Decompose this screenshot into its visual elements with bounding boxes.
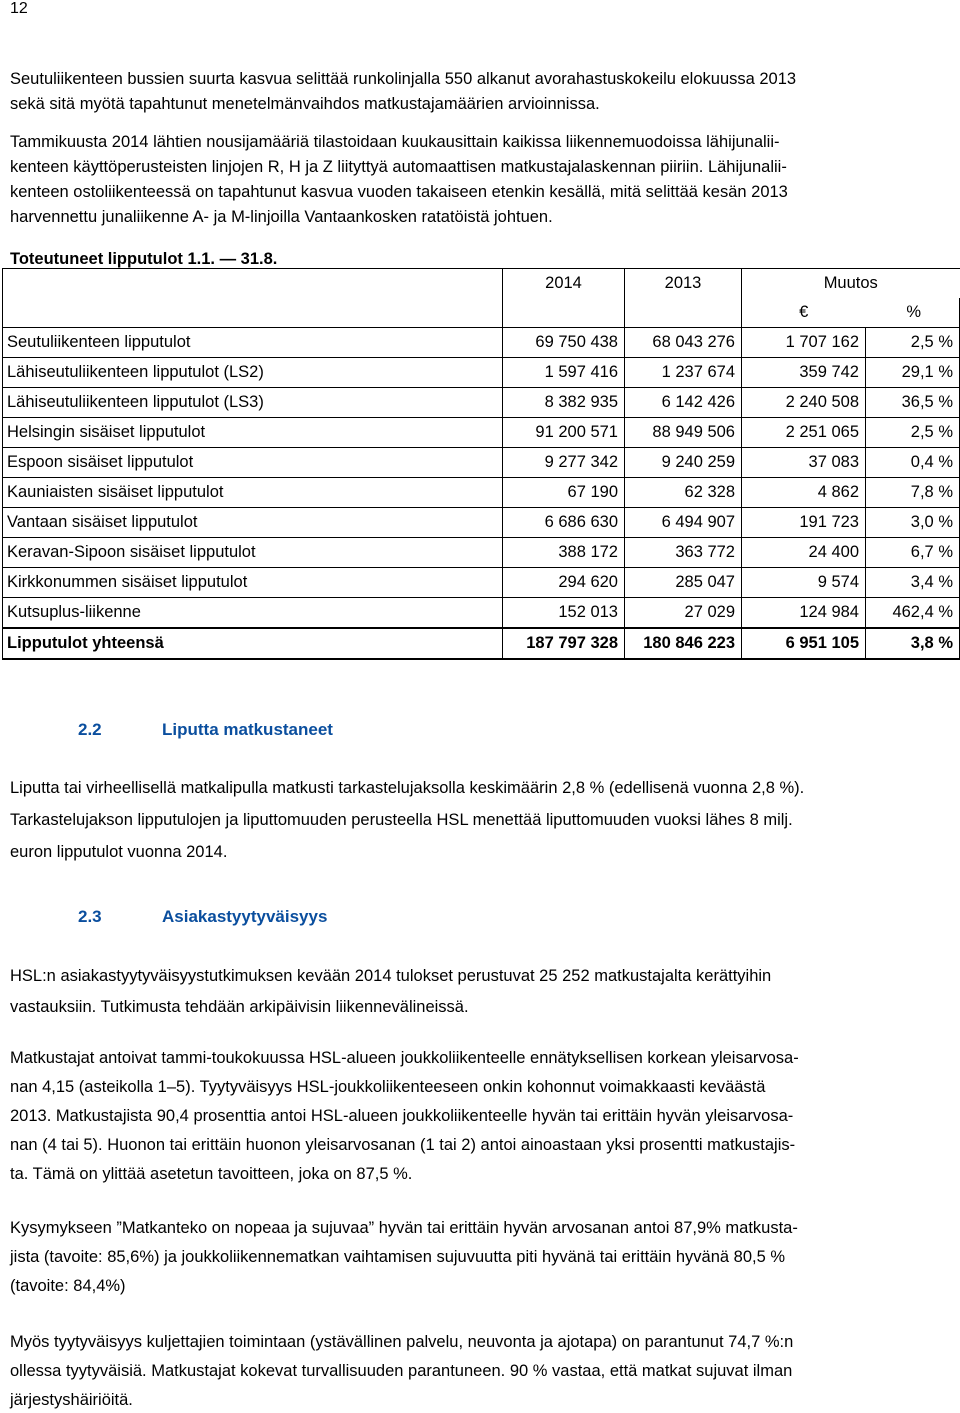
- table-row: [3, 478, 960, 508]
- cell-v2014: 8 382 935: [503, 388, 625, 418]
- cell-label: Vantaan sisäiset lipputulot: [3, 508, 503, 538]
- table-row: [3, 328, 960, 358]
- section-number: 2.3: [78, 907, 102, 926]
- cell-v2014: 6 686 630: [503, 508, 625, 538]
- text-line: vastauksiin. Tutkimusta tehdään arkipäivisin liikennevälineissä.: [10, 998, 469, 1016]
- cell-v2013: 1 237 674: [625, 358, 742, 388]
- table-total-row: [3, 628, 960, 659]
- text-line: järjestyshäiriöitä.: [10, 1391, 133, 1409]
- table-row: [3, 508, 960, 538]
- header-percent: %: [866, 298, 960, 328]
- section-2-3-paragraph-3: [10, 1216, 950, 1299]
- header-change-label: Muutos: [823, 274, 878, 292]
- cell-pct: 462,4 %: [866, 598, 960, 629]
- text-line: sekä sitä myötä tapahtunut menetelmänvaihdos matkustajamäärien arvioinnissa.: [10, 95, 600, 113]
- section-number: 2.2: [78, 720, 102, 739]
- cell-diff: 191 723: [742, 508, 866, 538]
- text-line: ollessa tyytyväisiä. Matkustajat kokevat turvallisuuden parantuneen. 90 % vastaa, että matkat sujuvat ilman: [10, 1362, 793, 1380]
- total-pct: 3,8 %: [866, 628, 960, 659]
- cell-label: Lähiseutuliikenteen lipputulot (LS2): [3, 358, 503, 388]
- text-line: Tammikuusta 2014 lähtien nousijamääriä tilastoidaan kuukausittain kaikissa liikennemuodoissa lähijunalii-: [10, 133, 780, 151]
- section-heading-2-3: [78, 907, 327, 927]
- cell-pct: 36,5 %: [866, 388, 960, 418]
- total-label: Lipputulot yhteensä: [3, 628, 503, 659]
- text-line: HSL:n asiakastyytyväisyystutkimuksen kevään 2014 tulokset perustuvat 25 252 matkustajalta kerättyihin: [10, 967, 772, 985]
- cell-pct: 3,0 %: [866, 508, 960, 538]
- text-line: (tavoite: 84,4%): [10, 1277, 126, 1295]
- intro-paragraph-1: [10, 67, 950, 117]
- cell-v2014: 67 190: [503, 478, 625, 508]
- cell-label: Kutsuplus-liikenne: [3, 598, 503, 629]
- cell-v2013: 88 949 506: [625, 418, 742, 448]
- header-empty-cell: [503, 298, 625, 328]
- text-line: Matkustajat antoivat tammi-toukokuussa HSL-alueen joukkoliikenteelle ennätyksellisen korkean yleisarvosa-: [10, 1049, 799, 1067]
- section-title: Liputta matkustaneet: [162, 720, 333, 739]
- text-line: kenteen käyttöperusteisten linjojen R, H ja Z liityttyä automaattisen matkustajalaskennan piiriin. Lähijunalii-: [10, 158, 787, 176]
- table-row: [3, 568, 960, 598]
- text-line: Liputta tai virheellisellä matkalipulla matkusti tarkastelujaksolla keskimäärin 2,8 % (edellisenä vuonna 2,8 %).: [10, 779, 805, 797]
- total-2014: 187 797 328: [503, 628, 625, 659]
- cell-v2014: 91 200 571: [503, 418, 625, 448]
- total-2013: 180 846 223: [625, 628, 742, 659]
- header-euro: €: [742, 298, 866, 328]
- cell-diff: 24 400: [742, 538, 866, 568]
- header-change: [742, 269, 960, 299]
- table-header-row: [3, 269, 960, 299]
- header-2013: 2013: [625, 269, 742, 299]
- cell-diff: 4 862: [742, 478, 866, 508]
- cell-v2013: 27 029: [625, 598, 742, 629]
- section-2-3-paragraph-2: [10, 1046, 950, 1187]
- text-line: Tarkastelujakson lipputulojen ja liputtomuuden perusteella HSL menettää liputtomuuden vuoksi lähes 8 milj.: [10, 811, 793, 829]
- text-line: kenteen ostoliikenteessä on tapahtunut kasvua vuoden takaiseen etenkin kesällä, mitä selittää kesän 2013: [10, 183, 788, 201]
- cell-label: Espoon sisäiset lipputulot: [3, 448, 503, 478]
- text-line: Kysymykseen ”Matkanteko on nopeaa ja sujuvaa” hyvän tai erittäin hyvän arvosanan antoi 87,9% matkusta-: [10, 1219, 798, 1237]
- table-title: Toteutuneet lipputulot 1.1. — 31.8.: [10, 250, 278, 268]
- text-line: Myös tyytyväisyys kuljettajien toimintaan (ystävällinen palvelu, neuvonta ja ajotapa) on parantunut 74,7 %:n: [10, 1333, 794, 1351]
- section-title: Asiakastyytyväisyys: [162, 907, 328, 926]
- cell-label: Helsingin sisäiset lipputulot: [3, 418, 503, 448]
- cell-label: Kirkkonummen sisäiset lipputulot: [3, 568, 503, 598]
- cell-label: Kauniaisten sisäiset lipputulot: [3, 478, 503, 508]
- section-2-3-paragraph-1: [10, 964, 950, 1020]
- page-number: 12: [10, 0, 28, 17]
- text-line: Seutuliikenteen bussien suurta kasvua selittää runkolinjalla 550 alkanut avorahastuskokeilu elokuussa 2013: [10, 70, 797, 88]
- cell-label: Keravan-Sipoon sisäiset lipputulot: [3, 538, 503, 568]
- cell-diff: 9 574: [742, 568, 866, 598]
- intro-paragraph-2: [10, 130, 950, 230]
- table-subheader-row: [3, 298, 960, 328]
- text-line: nan (4 tai 5). Huonon tai erittäin huonon yleisarvosanan (1 tai 2) antoi ainoastaan yksi prosentti matkustajis-: [10, 1136, 796, 1154]
- text-line: harvennettu junaliikenne A- ja M-linjoilla Vantaankosken ratatöistä johtuen.: [10, 208, 553, 226]
- section-2-2-paragraph: [10, 776, 950, 865]
- cell-pct: 3,4 %: [866, 568, 960, 598]
- cell-diff: 2 240 508: [742, 388, 866, 418]
- cell-v2013: 285 047: [625, 568, 742, 598]
- cell-v2013: 68 043 276: [625, 328, 742, 358]
- ticket-revenue-table: [2, 268, 960, 660]
- table-row: [3, 538, 960, 568]
- text-line: 2013. Matkustajista 90,4 prosenttia antoi HSL-alueen joukkoliikenteelle hyvän tai erittäin hyvän yleisarvosa-: [10, 1107, 794, 1125]
- cell-v2014: 69 750 438: [503, 328, 625, 358]
- cell-pct: 0,4 %: [866, 448, 960, 478]
- cell-v2013: 363 772: [625, 538, 742, 568]
- table-row: [3, 598, 960, 629]
- cell-v2013: 9 240 259: [625, 448, 742, 478]
- cell-pct: 2,5 %: [866, 328, 960, 358]
- table-row: [3, 388, 960, 418]
- cell-v2014: 1 597 416: [503, 358, 625, 388]
- header-empty-cell: [625, 298, 742, 328]
- text-line: nan 4,15 (asteikolla 1–5). Tyytyväisyys HSL-joukkoliikenteeseen onkin kohonnut voimakkaasti keväästä: [10, 1078, 766, 1096]
- cell-diff: 359 742: [742, 358, 866, 388]
- cell-diff: 37 083: [742, 448, 866, 478]
- cell-pct: 2,5 %: [866, 418, 960, 448]
- cell-pct: 7,8 %: [866, 478, 960, 508]
- cell-label: Seutuliikenteen lipputulot: [3, 328, 503, 358]
- cell-label: Lähiseutuliikenteen lipputulot (LS3): [3, 388, 503, 418]
- header-2014: 2014: [503, 269, 625, 299]
- cell-v2014: 294 620: [503, 568, 625, 598]
- cell-v2013: 62 328: [625, 478, 742, 508]
- cell-diff: 1 707 162: [742, 328, 866, 358]
- text-line: ta. Tämä on ylittää asetetun tavoitteen, joka on 87,5 %.: [10, 1165, 413, 1183]
- section-2-3-paragraph-4: [10, 1330, 950, 1413]
- table-row: [3, 448, 960, 478]
- total-diff: 6 951 105: [742, 628, 866, 659]
- table-row: [3, 418, 960, 448]
- cell-v2013: 6 494 907: [625, 508, 742, 538]
- cell-v2013: 6 142 426: [625, 388, 742, 418]
- cell-v2014: 152 013: [503, 598, 625, 629]
- text-line: euron lipputulot vuonna 2014.: [10, 843, 228, 861]
- table-row: [3, 358, 960, 388]
- section-heading-2-2: [78, 720, 333, 740]
- cell-v2014: 9 277 342: [503, 448, 625, 478]
- header-empty-cell: [3, 298, 503, 328]
- cell-diff: 2 251 065: [742, 418, 866, 448]
- cell-v2014: 388 172: [503, 538, 625, 568]
- cell-diff: 124 984: [742, 598, 866, 629]
- cell-pct: 29,1 %: [866, 358, 960, 388]
- cell-pct: 6,7 %: [866, 538, 960, 568]
- header-empty-cell: [3, 269, 503, 299]
- text-line: jista (tavoite: 85,6%) ja joukkoliikennematkan vaihtamisen sujuvuutta piti hyvänä tai erittäin hyvänä 80,5 %: [10, 1248, 786, 1266]
